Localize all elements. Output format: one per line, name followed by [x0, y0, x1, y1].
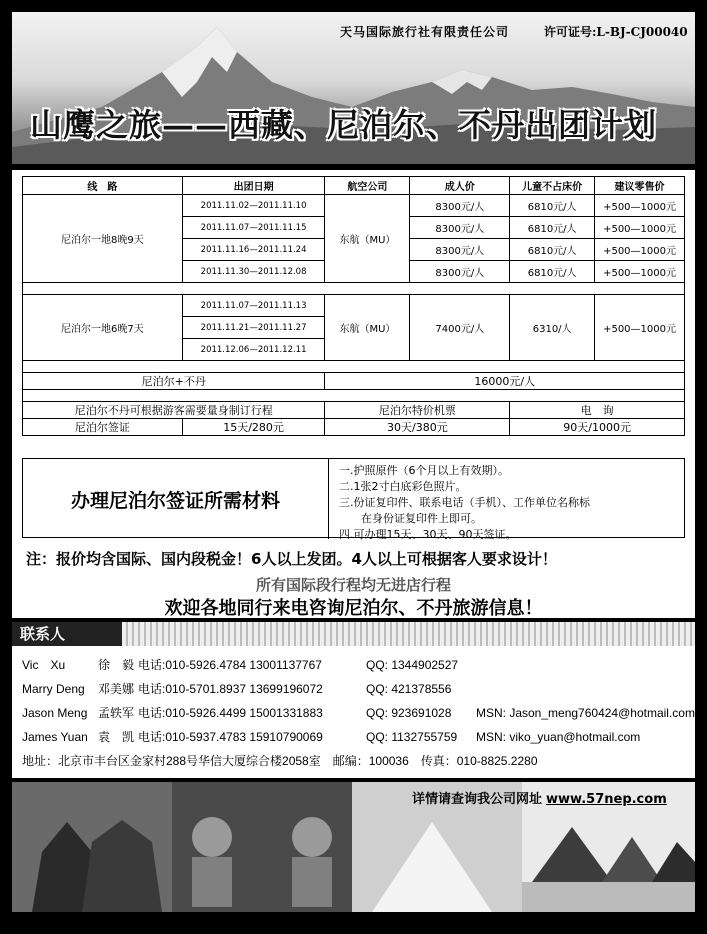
- contact-qq: QQ: 1132755759: [366, 730, 458, 744]
- contact-cn-name: 徐 毅: [98, 658, 135, 672]
- adult-price: 8300元/人: [410, 239, 510, 261]
- combo-label: 尼泊尔+不丹: [23, 373, 325, 390]
- col-header-airline: 航空公司: [325, 177, 410, 195]
- contact-label: 联系人: [12, 622, 122, 646]
- website-label: 详情请查询我公司网址: [412, 792, 543, 807]
- adult-price: 7400元/人: [410, 295, 510, 361]
- contact-msn[interactable]: MSN: viko_yuan@hotmail.com: [476, 730, 641, 744]
- col-header-adult: 成人价: [410, 177, 510, 195]
- contact-row: [22, 656, 476, 673]
- contact-en-name: Marry Deng: [22, 682, 85, 696]
- contact-en-name: Vic Xu: [22, 658, 66, 672]
- child-price: 6810元/人: [510, 217, 595, 239]
- contact-en-name: James Yuan: [22, 730, 88, 744]
- table-row: [23, 195, 685, 217]
- airline-cell: 东航（MU）: [325, 195, 410, 283]
- list-item: 四.可办理15天、30天、90天签证。: [339, 528, 517, 541]
- list-item: 二.1张2寸白底彩色照片。: [339, 480, 467, 493]
- visa-list: [339, 463, 590, 543]
- adult-price: 8300元/人: [410, 261, 510, 283]
- retail-price: +500—1000元: [595, 195, 685, 217]
- adult-price: 8300元/人: [410, 195, 510, 217]
- visa-15: 15天/280元: [182, 419, 325, 436]
- col-header-child: 儿童不占床价: [510, 177, 595, 195]
- visa-title: 办理尼泊尔签证所需材料: [23, 459, 329, 539]
- visa-30: 30天/380元: [325, 419, 510, 436]
- date-cell: 2011.11.02—2011.11.10: [182, 195, 325, 217]
- contact-row: [22, 680, 476, 697]
- route-cell: 尼泊尔一地8晚9天: [23, 195, 183, 283]
- table-spacer: [23, 283, 685, 295]
- header-banner: [12, 12, 695, 164]
- contact-msn[interactable]: MSN: Jason_meng760424@hotmail.com: [476, 706, 695, 720]
- contact-row: [22, 704, 695, 721]
- list-item: 一.护照原件（6个月以上有效期）。: [339, 464, 509, 477]
- airline-cell: 东航（MU）: [325, 295, 410, 361]
- inquiry-label: 电 询: [510, 402, 685, 419]
- date-cell: 2011.11.16—2011.11.24: [182, 239, 325, 261]
- child-price: 6810元/人: [510, 195, 595, 217]
- table-row: [23, 419, 685, 436]
- table-row: [23, 295, 685, 317]
- col-header-date: 出团日期: [182, 177, 325, 195]
- visa-row-label: 尼泊尔签证: [23, 419, 183, 436]
- contact-qq: QQ: 923691028: [366, 706, 452, 720]
- website-line: [412, 788, 667, 807]
- date-cell: 2011.11.07—2011.11.13: [182, 295, 325, 317]
- page-title: 山鹰之旅——西藏、尼泊尔、不丹出团计划: [30, 106, 658, 144]
- retail-price: +500—1000元: [595, 239, 685, 261]
- date-cell: 2011.11.21—2011.11.27: [182, 317, 325, 339]
- retail-price: +500—1000元: [595, 217, 685, 239]
- child-price: 6810元/人: [510, 261, 595, 283]
- date-cell: 2011.12.06—2011.12.11: [182, 339, 325, 361]
- contact-section: [12, 622, 695, 778]
- child-price: 6810元/人: [510, 239, 595, 261]
- col-header-route: 线 路: [23, 177, 183, 195]
- date-cell: 2011.11.07—2011.11.15: [182, 217, 325, 239]
- price-note: 注：报价均含国际、国内段税金！6人以上发团。4人以上可根据客人要求设计！: [26, 550, 557, 568]
- retail-price: +500—1000元: [595, 295, 685, 361]
- custom-itinerary-label: 尼泊尔不丹可根据游客需要量身制订行程: [23, 402, 325, 419]
- welcome-note: 欢迎各地同行来电咨询尼泊尔、不丹旅游信息！: [164, 598, 543, 619]
- contact-qq: QQ: 421378556: [366, 682, 452, 696]
- contact-cn-name: 袁 凯: [98, 730, 135, 744]
- contact-row: [22, 728, 640, 745]
- date-cell: 2011.11.30—2011.12.08: [182, 261, 325, 283]
- list-item: 三.份证复印件、联系电话（手机）、工作单位名称标: [339, 496, 590, 509]
- adult-price: 8300元/人: [410, 217, 510, 239]
- contact-phone: 电话:010-5926.4784 13001137767: [138, 658, 322, 672]
- license-number: 许可证号:L-BJ-CJ00040: [544, 25, 688, 39]
- contact-qq: QQ: 1344902527: [366, 658, 459, 672]
- price-panel: [12, 170, 695, 618]
- visa-90: 90天/1000元: [510, 419, 685, 436]
- price-table: [22, 176, 685, 436]
- contact-address: 地址：北京市丰台区金家村288号华信大厦综合楼2058室 邮编：100036 传真：010-8825.2280: [22, 754, 538, 768]
- contact-phone: 电话:010-5926.4499 15001331883: [138, 706, 323, 720]
- route-cell: 尼泊尔一地6晚7天: [23, 295, 183, 361]
- col-header-retail: 建议零售价: [595, 177, 685, 195]
- list-item: 在身份证复印件上即可。: [339, 512, 482, 525]
- child-price: 6310/人: [510, 295, 595, 361]
- table-row: [23, 402, 685, 419]
- table-spacer: [23, 361, 685, 373]
- contact-en-name: Jason Meng: [22, 706, 88, 720]
- contact-cn-name: 邓美娜: [98, 682, 135, 696]
- visa-requirements: [22, 458, 685, 541]
- table-header-row: [23, 177, 685, 195]
- website-link[interactable]: www.57nep.com: [546, 792, 667, 807]
- table-spacer: [23, 390, 685, 402]
- combo-price: 16000元/人: [325, 373, 685, 390]
- company-name: 天马国际旅行社有限责任公司: [340, 25, 510, 39]
- contact-phone: 电话:010-5701.8937 13699196072: [138, 682, 323, 696]
- contact-phone: 电话:010-5937.4783 15910790069: [138, 730, 323, 744]
- retail-price: +500—1000元: [595, 261, 685, 283]
- contact-cn-name: 孟轶军: [98, 706, 135, 720]
- table-row: [23, 373, 685, 390]
- shopping-note: 所有国际段行程均无进店行程: [255, 576, 451, 594]
- special-ticket-label: 尼泊尔特价机票: [325, 402, 510, 419]
